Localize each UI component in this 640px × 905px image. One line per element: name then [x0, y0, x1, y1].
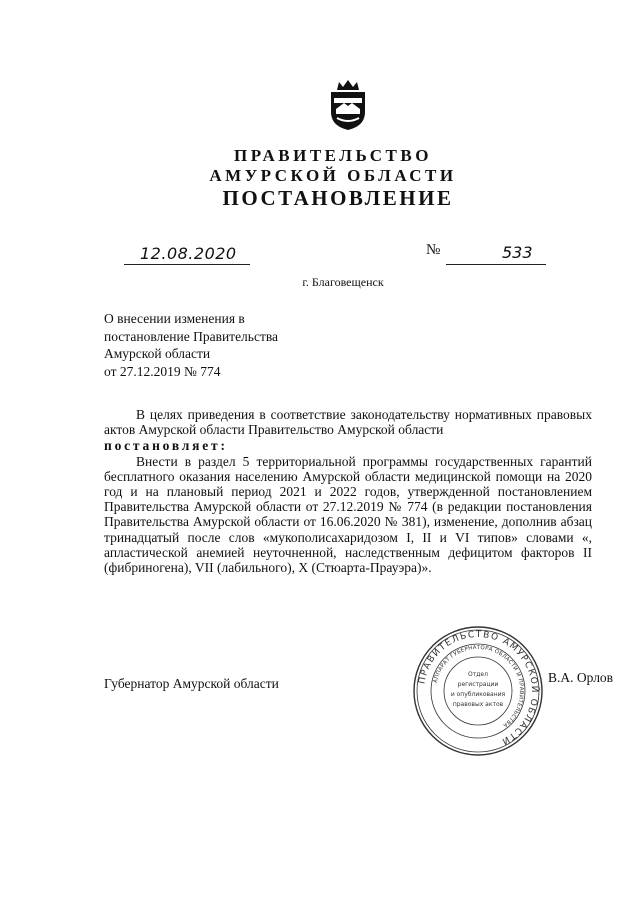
government-title: ПРАВИТЕЛЬСТВО	[234, 146, 432, 165]
document-type-title: ПОСТАНОВЛЕНИЕ	[222, 186, 454, 210]
stamp-inner-text: АППАРАТ ГУБЕРНАТОРА ОБЛАСТИ И ПРАВИТЕЛЬСТВА	[432, 644, 525, 729]
official-stamp	[411, 624, 545, 758]
subject-line: от 27.12.2019 № 774	[104, 363, 221, 379]
city-label: г. Благовещенск	[302, 275, 384, 289]
signatory-position: Губернатор Амурской области	[104, 676, 279, 691]
preamble-paragraph: В целях приведения в соответствие законодательству нормативных правовых актов Амурской области Правительство Амурской области	[104, 407, 592, 438]
date-value: 12.08.2020	[140, 244, 237, 263]
document-body	[104, 407, 592, 575]
number-value: 533	[502, 243, 533, 262]
stamp-outer-text: ПРАВИТЕЛЬСТВО АМУРСКОЙ ОБЛАСТИ	[417, 629, 540, 747]
signatory-name: В.А. Орлов	[548, 670, 614, 685]
coat-of-arms-emblem	[325, 78, 371, 132]
region-title: АМУРСКОЙ ОБЛАСТИ	[209, 166, 457, 185]
stamp-center-line: Отдел	[468, 671, 488, 678]
number-field	[446, 243, 546, 265]
date-field	[124, 246, 250, 265]
subject-line: Амурской области	[104, 346, 211, 361]
main-paragraph: Внести в раздел 5 территориальной программы государственных гарантий бесплатного оказания населению Амурской области медицинской помощи на 2020 год и на плановый период 2021 и 2022 годов, утвержденной постановлением Правительства Амурской области от 27.12.2019 № 774 (в редакции постановления Правительства Амурской области от 16.06.2020 № 381), изменение, дополнив абзац тринадцатый после слов «мукополисахаридозом I, II и VI типов» словами «, апластической анемией неуточненной, наследственным дефицитом факторов II (фибриногена), VII (лабильного), X (Стюарта-Прауэра)».	[104, 453, 592, 576]
number-sign: №	[426, 242, 441, 258]
stamp-center-line: правовых актов	[452, 701, 504, 708]
subject-line: постановление Правительства	[104, 328, 279, 344]
stamp-center-line: и опубликования	[450, 691, 506, 698]
subject-line: О внесении изменения в	[104, 311, 245, 326]
decree-word: постановляет:	[104, 438, 228, 454]
document-subject	[104, 310, 278, 380]
stamp-center-line: регистрации	[457, 681, 499, 688]
